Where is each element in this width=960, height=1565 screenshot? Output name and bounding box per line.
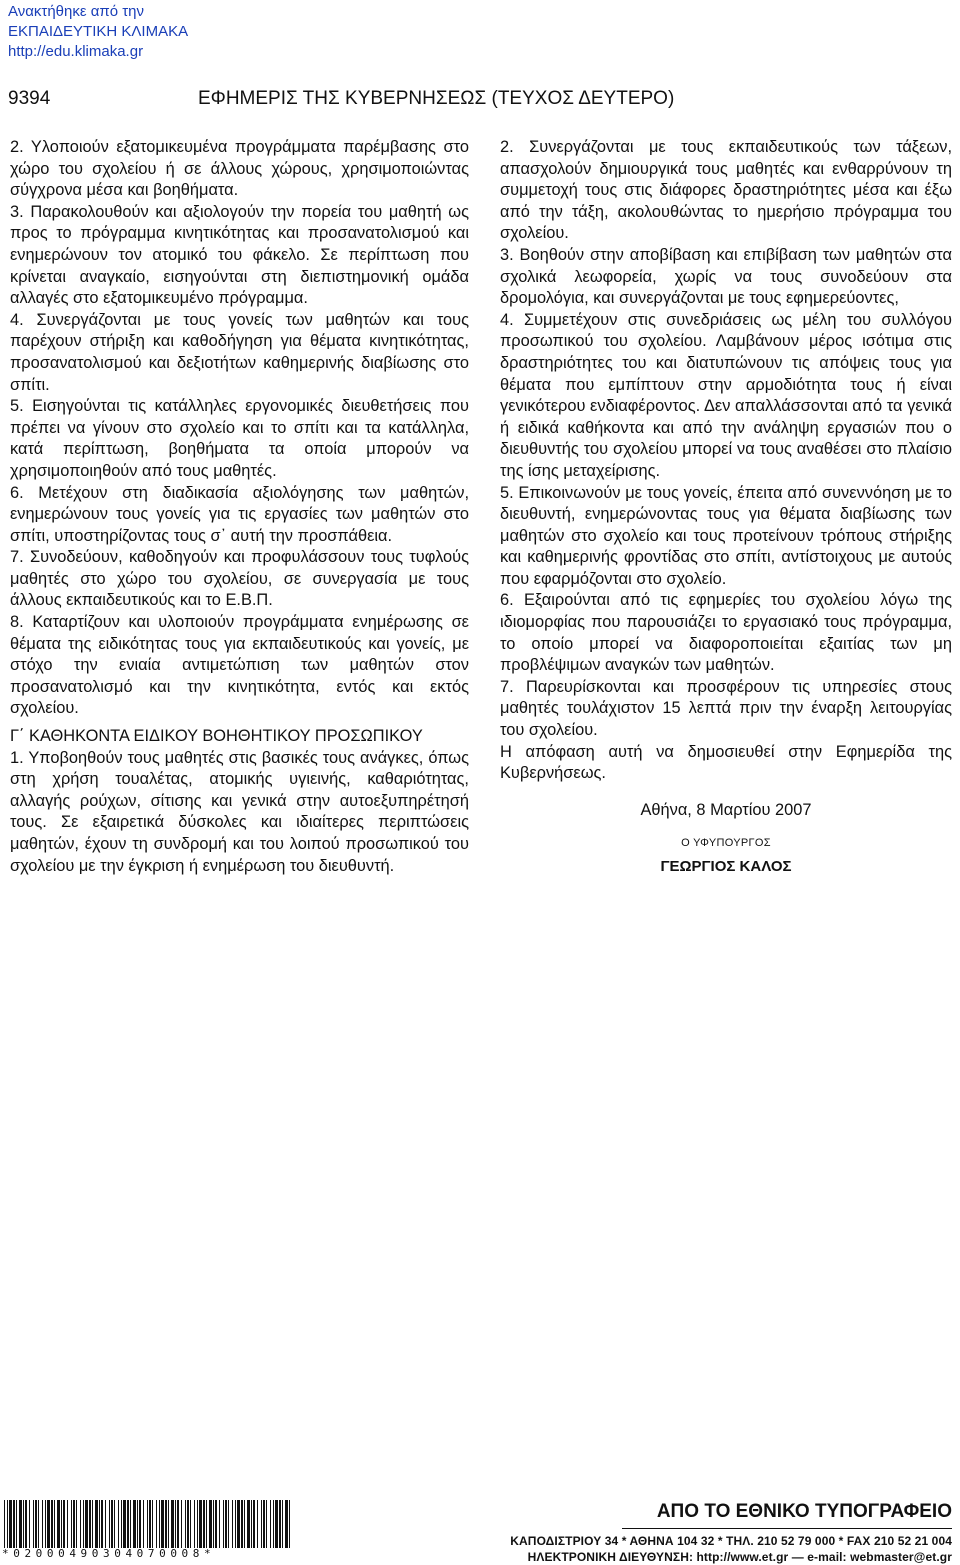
right-paragraph-4: 4. Συμμετέχουν στις συνεδριάσεις ως μέλη του συλλόγου προσωπικού του σχολείου. Λαμβάνουν μέρος ισότιμα στις δραστηριότητες του και διατυπώνουν τις απόψεις τους για θέματα που εμπίπτουν στην αρμοδιότητα τους ή είναι γενικότερου ενδιαφέροντος. Δεν απαλλάσσονται από τα γενικά ή ειδικά καθήκοντα και από την ανάληψη εργασιών που ο διευθυντής του σχολείου μπορεί να τους αναθέσει στο πλαίσιο της ίσης μεταχείρισης. xyxy=(500,310,952,480)
left-paragraph-3: 3. Παρακολουθούν και αξιολογούν την πορεία του μαθητή ως προς το πρόγραμμα κινητικότητας και προσανατολισμού και ενημερώνουν τον ατομικό του φάκελο. Σε περίπτωση που κρίνεται αναγκαίο, εισηγούνται στη διεπιστημονική ομάδα αλλαγές στο εξατομικευμένο πρόγραμμα. xyxy=(10,202,469,308)
right-paragraph-3: 3. Βοηθούν στην αποβίβαση και επιβίβαση των μαθητών στα σχολικά λεωφορεία, χωρίς να τους συνοδεύουν στα δρομολόγια, και συνεργάζονται με τους εφημερεύοντες, xyxy=(500,245,952,308)
signature-block xyxy=(500,799,952,877)
left-paragraph-6: 6. Μετέχουν στη διαδικασία αξιολόγησης των μαθητών, ενημερώνουν τους γονείς για τις εργασίες των μαθητών στο σπίτι, υποστηρίζοντας τους σ᾽ αυτή την προσπάθεια. xyxy=(10,483,469,545)
divider xyxy=(622,1528,952,1529)
left-paragraph-8: 8. Καταρτίζουν και υλοποιούν προγράμματα ενημέρωσης σε θέματα της ειδικότητας τους για εκπαιδευτικούς και γονείς, με στόχο την ενιαία αντιμετώπιση των μαθητών στον προσανατολισμό και την κινητικότητα, εντός και εκτός σχολείου. xyxy=(10,613,469,718)
printer-name: ΑΠΟ ΤΟ ΕΘΝΙΚΟ ΤΥΠΟΓΡΑΦΕΙΟ xyxy=(656,1501,952,1522)
printer-web[interactable]: ΗΛΕΚΤΡΟΝΙΚΗ ΔΙΕΥΘΥΝΣΗ: http://www.et.gr — e-mail: webmaster@et.gr xyxy=(527,1550,952,1564)
right-paragraph-7: 7. Παρευρίσκονται και προσφέρουν τις υπηρεσίες στους μαθητές τουλάχιστον 15 λεπτά πριν την έναρξη λειτουργίας του σχολείου. xyxy=(500,677,952,740)
signature-date: Αθήνα, 8 Μαρτίου 2007 xyxy=(640,800,812,819)
source-note xyxy=(8,2,188,62)
page-number: 9394 xyxy=(8,88,51,109)
left-column xyxy=(10,137,469,877)
right-paragraph-6: 6. Εξαιρούνται από τις εφημερίες του σχολείου λόγω της ιδιομορφίας που παρουσιάζει το εργασιακό τους πρόγραμμα, το οποίο μπορεί να διαφοροποιείται εξαιτίας των μη προβλέψιμων αναγκών των μαθητών. xyxy=(500,591,952,675)
right-paragraph-5: 5. Επικοινωνούν με τους γονείς, έπειτα από συνεννόηση με το διευθυντή, ενημερώνοντας τους για θέματα διαβίωσης των μαθητών στο σχολείο και τους προτείνουν τρόπους στήριξης και καθημερινής φροντίδας στο σπίτι, αντίστοιχους με αυτούς που εφαρμόζονται στο σχολείο. xyxy=(500,483,952,588)
printer-address: ΚΑΠΟΔΙΣΤΡΙΟΥ 34 * ΑΘΗΝΑ 104 32 * ΤΗΛ. 210 52 79 000 * FAX 210 52 21 004 xyxy=(510,1534,952,1548)
gazette-title: ΕΦΗΜΕΡΙΣ ΤΗΣ ΚΥΒΕΡΝΗΣΕΩΣ (ΤΕΥΧΟΣ ΔΕΥΤΕΡΟ) xyxy=(198,88,675,109)
barcode-digits: *02000490304070008* xyxy=(2,1548,294,1560)
page-header xyxy=(8,86,952,112)
barcode-bars xyxy=(2,1500,294,1548)
publication-order: Η απόφαση αυτή να δημοσιευθεί στην Εφημερίδα της Κυβερνήσεως. xyxy=(500,742,952,783)
source-note-line-2: ΕΚΠΑΙΔΕΥΤΙΚΗ ΚΛΙΜΑΚΑ xyxy=(8,23,189,40)
source-note-link[interactable]: http://edu.klimaka.gr xyxy=(8,43,144,60)
printer-block xyxy=(502,1500,952,1565)
right-paragraph-2: 2. Συνεργάζονται με τους εκπαιδευτικούς των τάξεων, απασχολούν δημιουργικά τους μαθητές και ενθαρρύνουν τη συμμετοχή τους στις διάφορες δραστηριότητες μέσα και έξω από την τάξη, ακολουθώντας το ημερήσιο πρόγραμμα του σχολείου. xyxy=(500,138,952,243)
section-paragraph-1: 1. Υποβοηθούν τους μαθητές στις βασικές τους ανάγκες, όπως στη χρήση τουαλέτας, ατομικής υγιεινής, καθαριότητας, αλλαγής ρούχων, σίτισης και γενικά στην αυτοεξυπηρέτησή τους. Σε εξαιρετικά δύσκολες και ιδιαίτερες περιπτώσεις μαθητών, έχουν τη συνδρομή και του λοιπού προσωπικού του σχολείου με την έγκριση ή ενημέρωση του διευθυντή. xyxy=(10,748,469,875)
left-paragraph-7: 7. Συνοδεύουν, καθοδηγούν και προφυλάσσουν τους τυφλούς μαθητές στο χώρο του σχολείου, σε συνεργασία με τους άλλους εκπαιδευτικούς και το Ε.Β.Π. xyxy=(10,548,469,610)
left-paragraph-2: 2. Υλοποιούν εξατομικευμένα προγράμματα παρέμβασης στο χώρο του σχολείου ή σε άλλους χώρους, χρησιμοποιώντας σύγχρονα μέσα και βοηθήματα. xyxy=(10,138,469,200)
right-column xyxy=(500,137,952,877)
source-note-line-1: Ανακτήθηκε από την xyxy=(8,3,145,20)
signature-name: ΓΕΩΡΓΙΟΣ ΚΑΛΟΣ xyxy=(660,857,792,875)
left-paragraph-4: 4. Συνεργάζονται με τους γονείς των μαθητών και τους παρέχουν στήριξη και καθοδήγηση για θέματα κινητικότητας, προσανατολισμού και δεξιοτήτων καθημερινής διαβίωσης στο σπίτι. xyxy=(10,310,469,394)
barcode xyxy=(2,1500,294,1560)
left-paragraph-5: 5. Εισηγούνται τις κατάλληλες εργονομικές διευθετήσεις που πρέπει να γίνουν στο σχολείο και το σπίτι και τα κατάλληλα, κατά περίπτωση, βοηθήματα τα οποία μπορούν να χρησιμοποιηθούν από τους μαθητές. xyxy=(10,397,469,480)
section-heading: Γ΄ ΚΑΘΗΚΟΝΤΑ ΕΙΔΙΚΟΥ ΒΟΗΘΗΤΙΚΟΥ ΠΡΟΣΩΠΙΚΟΥ xyxy=(10,727,423,746)
signature-title: Ο ΥΦΥΠΟΥΡΓΟΣ xyxy=(681,836,771,849)
